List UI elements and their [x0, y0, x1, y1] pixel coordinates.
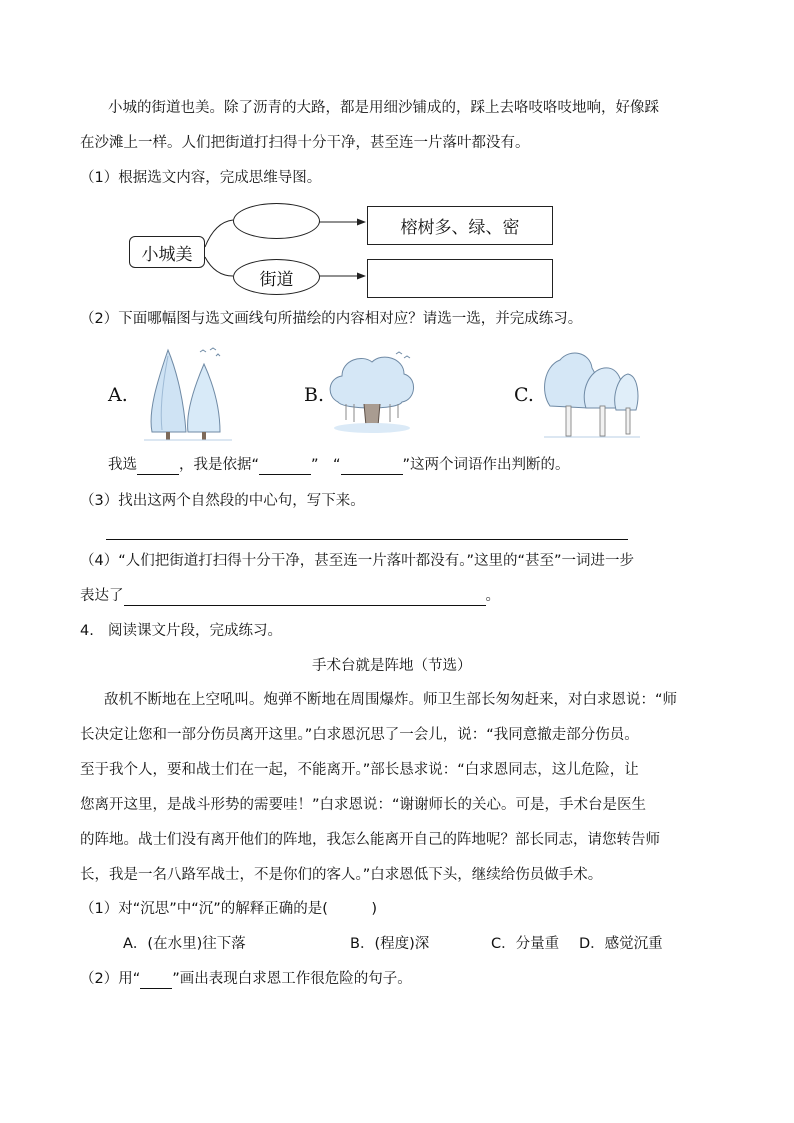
choice-b[interactable]: B．(程度)深 — [350, 936, 430, 952]
choice-d[interactable]: D．感觉沉重 — [579, 936, 663, 952]
option-c-label: C. — [514, 384, 534, 406]
question-1-prompt: （1）根据选文内容，完成思维导图。 — [80, 170, 322, 186]
mind-map-branch-top[interactable] — [233, 203, 320, 239]
paragraph-line-1: 敌机不断地在上空吼叫。炮弹不断地在周围爆炸。师卫生部长匆匆赶来，对白求恩说：“师 — [104, 692, 678, 708]
mind-map-branch-bottom: 街道 — [233, 259, 320, 295]
mind-map-root: 小城美 — [129, 236, 205, 268]
fill-text-b: ，我是依据“ — [179, 457, 260, 473]
paragraph-line-3: 至于我个人，要和战士们在一起，不能离开。”部长恳求说：“白求恩同志，这儿危险，让 — [80, 762, 639, 778]
section-4-number: 4. — [80, 623, 94, 639]
fill-text-d: ”这两个词语作出判断的。 — [402, 457, 570, 473]
option-c-snowy-trees-image[interactable] — [540, 346, 644, 442]
passage-line-1: 小城的街道也美。除了沥青的大路，都是用细沙铺成的，踩上去咯吱咯吱地响，好像踩 — [108, 100, 659, 116]
option-a-label: A. — [108, 384, 128, 406]
choice-c[interactable]: C．分量重 — [491, 936, 560, 952]
answer-blank-q4[interactable] — [124, 589, 486, 606]
question-2-prompt: （2）下面哪幅图与选文画线句所描绘的内容相对应？请选一选，并完成练习。 — [80, 311, 583, 327]
paragraph-line-6: 长，我是一名八路军战士，不是你们的客人。”白求恩低下头，继续给伤员做手术。 — [80, 867, 603, 883]
question-3-prompt: （3）找出这两个自然段的中心句，写下来。 — [80, 493, 365, 509]
paragraph-line-2: 长决定让您和一部分伤员离开这里。”白求恩沉思了一会儿，说：“我同意撤走部分伤员。 — [80, 727, 639, 743]
choice-a[interactable]: A．(在水里)往下落 — [123, 936, 246, 952]
option-a-tall-trees-image[interactable] — [140, 342, 236, 442]
section-4-question-1-prompt: （1）对“沉思”中“沉”的解释正确的是( ) — [80, 901, 378, 917]
passage-line-2: 在沙滩上一样。人们把街道打扫得十分干净，甚至连一片落叶都没有。 — [80, 135, 530, 151]
answer-line-q3[interactable] — [106, 539, 628, 540]
option-b-banyan-tree-image[interactable] — [324, 348, 418, 436]
answer-blank-word-1[interactable] — [259, 458, 311, 475]
section-4-question-2 — [80, 969, 412, 989]
paragraph-line-5: 的阵地。战士们没有离开他们的阵地，我怎么能离开自己的阵地呢？部长同志，请您转告师 — [80, 832, 660, 848]
question-4-line-1: （4）“人们把街道打扫得十分干净，甚至连一片落叶都没有。”这里的“甚至”一词进一步 — [80, 553, 635, 569]
q4-suffix: 。 — [485, 588, 500, 604]
fill-text-c: ” “ — [311, 457, 341, 473]
section-4-title: 手术台就是阵地（节选） — [312, 658, 472, 674]
answer-blank-word-2[interactable] — [341, 458, 403, 475]
q2-suffix: ”画出表现白求恩工作很危险的句子。 — [172, 971, 412, 987]
q4-prefix: 表达了 — [80, 588, 124, 604]
section-4-instruction: 阅读课文片段，完成练习。 — [108, 623, 282, 639]
question-2-fill-line — [108, 455, 570, 475]
option-b-label: B. — [304, 384, 325, 406]
underline-sample — [140, 972, 172, 989]
question-4-line-2 — [80, 586, 500, 606]
mind-map-result-top: 榕树多、绿、密 — [367, 206, 553, 245]
mind-map-result-bottom[interactable] — [367, 259, 553, 298]
q2-prefix: （2）用“ — [80, 971, 141, 987]
paragraph-line-4: 您离开这里，是战斗形势的需要哇！”白求恩说：“谢谢师长的关心。可是，手术台是医生 — [80, 797, 647, 813]
fill-text-a: 我选 — [108, 457, 137, 473]
answer-blank-choice[interactable] — [137, 458, 179, 475]
